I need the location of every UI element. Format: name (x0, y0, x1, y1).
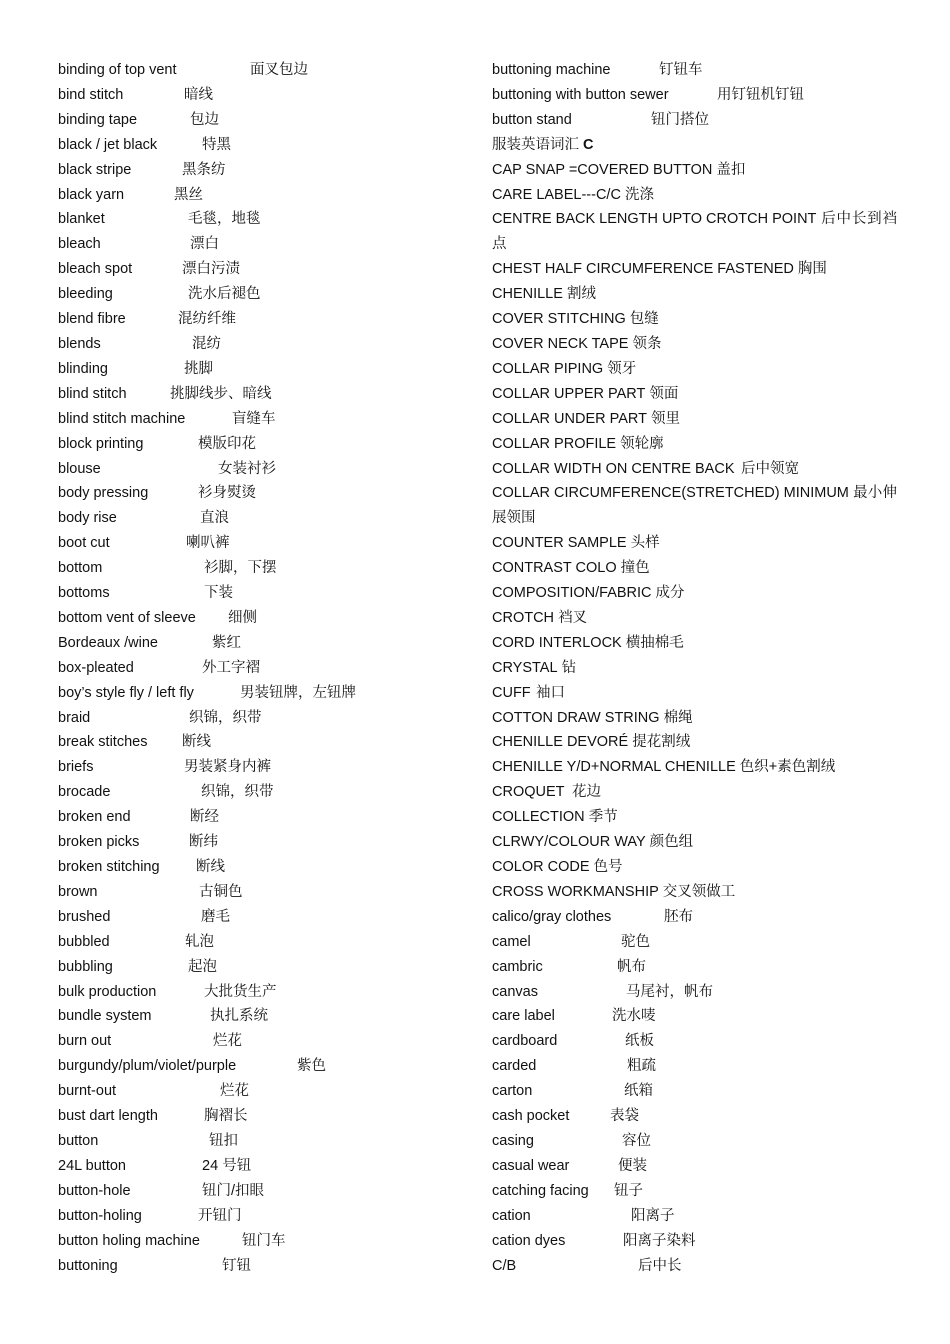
english-term: cation (492, 1207, 531, 1224)
chinese-translation: 男装紧身内裤 (184, 759, 272, 776)
glossary-entry (58, 1054, 458, 1079)
chinese-translation: 胸围 (797, 261, 827, 278)
english-term: burgundy/plum/violet/purple (58, 1058, 237, 1075)
glossary-entry (58, 855, 458, 880)
glossary-entry (492, 432, 897, 457)
english-term: care label (492, 1008, 555, 1025)
chinese-translation: 大批货生产 (204, 983, 277, 1000)
english-term: CROTCH (492, 609, 555, 626)
glossary-entry (58, 83, 458, 108)
english-term: bleeding (58, 286, 113, 303)
glossary-entry (492, 1029, 897, 1054)
glossary-entry (492, 332, 897, 357)
glossary-entry (492, 1254, 897, 1279)
english-term: black stripe (58, 161, 132, 178)
chinese-translation: 起泡 (188, 958, 218, 975)
chinese-translation: 模版印花 (198, 435, 257, 452)
chinese-translation: 钻 (561, 659, 577, 676)
english-term: cardboard (492, 1033, 558, 1050)
english-term: CARE LABEL---C/C (492, 186, 621, 203)
english-term: burnt-out (58, 1083, 117, 1100)
glossary-entry (58, 1179, 458, 1204)
english-term: calico/gray clothes (492, 908, 612, 925)
english-term: casing (492, 1132, 534, 1149)
english-term: CROSS WORKMANSHIP (492, 883, 659, 900)
chinese-translation: 最小伸展领围 (492, 485, 898, 527)
english-term: carded (492, 1058, 537, 1075)
chinese-translation: 断纬 (189, 834, 219, 851)
chinese-translation: 古铜色 (199, 883, 243, 900)
english-term: broken end (58, 809, 131, 826)
chinese-translation: 盖扣 (716, 161, 746, 178)
chinese-translation: 横抽棉毛 (625, 634, 684, 651)
glossary-entry (492, 1104, 897, 1129)
glossary-entry (58, 656, 458, 681)
english-term: button holing machine (58, 1232, 200, 1249)
english-term: buttoning (58, 1257, 118, 1274)
glossary-entry (58, 880, 458, 905)
chinese-translation: 开钮门 (198, 1207, 242, 1224)
english-term: bleach (58, 236, 101, 253)
english-term: blouse (58, 460, 101, 477)
english-term: CONTRAST COLO (492, 560, 617, 577)
glossary-entry (58, 780, 458, 805)
english-term: 24L button (58, 1157, 126, 1174)
chinese-translation: 容位 (622, 1132, 652, 1149)
glossary-entry (58, 506, 458, 531)
left-column (58, 58, 458, 1278)
english-term: COMPOSITION/FABRIC (492, 585, 652, 602)
glossary-entry (58, 755, 458, 780)
chinese-translation: 盲缝车 (232, 410, 276, 427)
english-term: camel (492, 933, 531, 950)
glossary-entry (58, 1004, 458, 1029)
chinese-translation: 马尾衬，帆布 (626, 983, 714, 1000)
english-term: blind stitch machine (58, 410, 186, 427)
glossary-entry (492, 457, 897, 482)
glossary-entry (492, 606, 897, 631)
chinese-translation: 混纺 (192, 335, 222, 352)
glossary-entry (492, 855, 897, 880)
glossary-entry (492, 257, 897, 282)
chinese-translation: 帆布 (617, 958, 647, 975)
chinese-translation: 便装 (618, 1157, 648, 1174)
glossary-entry (492, 282, 897, 307)
chinese-translation: 漂白 (190, 236, 220, 253)
english-term: button-hole (58, 1182, 131, 1199)
chinese-translation: 黑丝 (174, 186, 204, 203)
chinese-translation: 胚布 (664, 908, 694, 925)
english-term: COLLAR WIDTH ON CENTRE BACK (492, 460, 735, 477)
english-term: buttoning with button sewer (492, 86, 669, 103)
english-term: bottom (58, 560, 103, 577)
glossary-entry (58, 980, 458, 1005)
chinese-translation: 纸板 (625, 1033, 655, 1050)
glossary-entry (58, 531, 458, 556)
english-term: casual wear (492, 1157, 570, 1174)
chinese-translation: 洗水后褪色 (188, 286, 261, 303)
chinese-translation: 交叉领做工 (662, 883, 736, 900)
chinese-translation: 断经 (190, 809, 220, 826)
chinese-translation: 断线 (182, 734, 212, 751)
chinese-translation: 袖口 (536, 684, 566, 701)
english-term: buttoning machine (492, 62, 611, 78)
english-term: Bordeaux /wine (58, 634, 158, 651)
chinese-translation: 男装钮牌，左钮牌 (240, 684, 357, 701)
chinese-translation: 洗涤 (624, 186, 654, 203)
english-term: CAP SNAP =COVERED BUTTON (492, 161, 713, 178)
english-term: CHENILLE Y/D+NORMAL CHENILLE (492, 759, 736, 776)
chinese-translation: 颜色组 (649, 834, 694, 851)
english-term: broken picks (58, 834, 140, 851)
chinese-translation: 提花割绒 (632, 734, 691, 751)
chinese-translation: 执扎系统 (210, 1008, 269, 1025)
english-term: canvas (492, 983, 538, 1000)
chinese-translation: 纸箱 (624, 1083, 654, 1100)
chinese-translation: 紫红 (212, 634, 242, 651)
english-term: blinding (58, 360, 108, 377)
glossary-entry (58, 457, 458, 482)
chinese-translation: 头样 (630, 535, 660, 552)
glossary-entry (58, 631, 458, 656)
english-term: body pressing (58, 485, 149, 502)
chinese-translation: 洗水唛 (612, 1008, 656, 1025)
glossary-entry (58, 282, 458, 307)
glossary-entry (58, 232, 458, 257)
english-term: CLRWY/COLOUR WAY (492, 834, 646, 851)
english-term: bleach spot (58, 261, 133, 278)
glossary-entry (492, 980, 897, 1005)
chinese-translation: 烂花 (213, 1033, 243, 1050)
english-term: black / jet black (58, 136, 158, 153)
chinese-translation: 裆叉 (558, 609, 588, 626)
chinese-translation: 黑条纺 (182, 161, 226, 178)
english-term: COLLAR UNDER PART (492, 410, 647, 427)
english-term: COTTON DRAW STRING (492, 709, 660, 726)
english-term: bundle system (58, 1008, 152, 1025)
glossary-entry (492, 1004, 897, 1029)
glossary-entry (58, 481, 458, 506)
chinese-translation: 领面 (649, 385, 679, 402)
english-term: break stitches (58, 734, 148, 751)
chinese-translation: 挑脚 (184, 360, 214, 377)
chinese-translation: 特黑 (202, 136, 232, 153)
glossary-entry (492, 880, 897, 905)
glossary-entry (492, 58, 897, 83)
english-term: bulk production (58, 983, 157, 1000)
english-term: CHENILLE (492, 286, 563, 303)
glossary-entry (492, 1204, 897, 1229)
glossary-entry (492, 1229, 897, 1254)
chinese-translation: 包边 (190, 111, 220, 128)
glossary-entry (58, 606, 458, 631)
glossary-entry (492, 1179, 897, 1204)
chinese-translation: 领里 (651, 410, 680, 427)
english-term: cash pocket (492, 1108, 570, 1125)
english-term: 服装英语词汇 (492, 136, 579, 153)
glossary-entry (58, 1254, 458, 1279)
glossary-entry (492, 1079, 897, 1104)
glossary-entry (492, 681, 897, 706)
glossary-entry (492, 1054, 897, 1079)
glossary-entry (58, 133, 458, 158)
english-term: braid (58, 709, 91, 726)
english-term: CUFF (492, 684, 531, 701)
glossary-entry (492, 656, 897, 681)
english-term: blend fibre (58, 311, 126, 328)
glossary-entry (58, 332, 458, 357)
chinese-translation: 阳离子 (631, 1207, 675, 1224)
chinese-translation: 胸褶长 (204, 1108, 248, 1125)
glossary-entry (492, 207, 897, 257)
english-term: button-holing (58, 1207, 142, 1224)
english-term: CROQUET (492, 784, 565, 801)
english-term: black yarn (58, 186, 125, 203)
glossary-entry (492, 830, 897, 855)
chinese-translation: 24 号钮 (202, 1157, 252, 1174)
english-term: COUNTER SAMPLE (492, 535, 627, 552)
glossary-entry (492, 631, 897, 656)
glossary-entry (58, 58, 458, 83)
chinese-translation: 断线 (196, 859, 226, 875)
chinese-translation: 混纺纤维 (178, 311, 237, 328)
chinese-translation: 女装衬衫 (218, 460, 277, 477)
glossary-entry (58, 905, 458, 930)
english-term: blends (58, 335, 101, 352)
chinese-translation: 包缝 (629, 311, 659, 328)
glossary-entry (58, 1154, 458, 1179)
chinese-translation: 色织+素色割绒 (739, 759, 836, 776)
english-term: cation dyes (492, 1232, 566, 1249)
chinese-translation: 钉钮车 (659, 62, 703, 78)
chinese-translation: 钮子 (614, 1182, 644, 1199)
chinese-translation: 色号 (593, 859, 623, 875)
chinese-translation: 衫脚，下摆 (204, 560, 277, 577)
glossary-entry (492, 1154, 897, 1179)
chinese-translation: 驼色 (621, 933, 651, 950)
chinese-translation: 后中长 (638, 1257, 682, 1274)
chinese-translation: 烂花 (220, 1083, 250, 1100)
english-term: blind stitch (58, 385, 127, 402)
chinese-translation: 花边 (572, 784, 602, 801)
glossary-entry (58, 955, 458, 980)
glossary-entry (58, 1229, 458, 1254)
english-term: bottom vent of sleeve (58, 609, 196, 626)
glossary-entry (58, 207, 458, 232)
chinese-translation: 成分 (655, 585, 685, 602)
glossary-entry (58, 183, 458, 208)
english-term: cambric (492, 958, 543, 975)
english-term: broken stitching (58, 859, 160, 875)
glossary-entry (58, 1104, 458, 1129)
chinese-translation: 直浪 (200, 510, 230, 527)
english-term: COLLECTION (492, 809, 585, 826)
chinese-translation: 织锦，织带 (189, 709, 262, 726)
glossary-entry (492, 905, 897, 930)
english-term: C/B (492, 1257, 517, 1274)
chinese-translation: 面叉包边 (250, 62, 309, 78)
glossary-entry (492, 407, 897, 432)
chinese-translation: 下装 (204, 585, 234, 602)
chinese-translation: 后中长到裆点 (492, 211, 897, 253)
glossary-entry (58, 681, 458, 706)
english-term: briefs (58, 759, 94, 776)
english-term: brushed (58, 908, 111, 925)
glossary-entry (58, 257, 458, 282)
english-term: brown (58, 883, 98, 900)
glossary-entry (492, 531, 897, 556)
chinese-translation: 暗线 (184, 86, 214, 103)
chinese-translation: 轧泡 (185, 933, 215, 950)
glossary-entry (492, 706, 897, 731)
glossary-entry (58, 382, 458, 407)
english-term: CHENILLE DEVORÉ (492, 734, 629, 751)
chinese-translation: 领牙 (607, 360, 637, 377)
chinese-translation: 紫色 (297, 1058, 327, 1075)
english-term: brocade (58, 784, 111, 801)
glossary-entry (58, 581, 458, 606)
glossary-entry (58, 1204, 458, 1229)
glossary-entry (58, 730, 458, 755)
glossary-entry (58, 1079, 458, 1104)
glossary-entry (492, 158, 897, 183)
glossary-entry (58, 830, 458, 855)
glossary-entry (492, 930, 897, 955)
glossary-entry (58, 158, 458, 183)
glossary-entry (58, 307, 458, 332)
english-term: COLLAR CIRCUMFERENCE(STRETCHED) MINIMUM (492, 485, 849, 502)
glossary-entry (58, 706, 458, 731)
english-term: bind stitch (58, 86, 124, 103)
english-term: CHEST HALF CIRCUMFERENCE FASTENED (492, 261, 794, 278)
english-term: button (58, 1132, 99, 1149)
chinese-translation: 领轮廓 (620, 435, 664, 452)
chinese-translation: 撞色 (620, 560, 650, 577)
english-term: bubbling (58, 958, 113, 975)
english-term: COLLAR PIPING (492, 360, 604, 377)
glossary-entry (58, 1129, 458, 1154)
glossary-entry (492, 755, 897, 780)
english-term: bust dart length (58, 1108, 158, 1125)
glossary-entry (58, 805, 458, 830)
glossary-entry (58, 1029, 458, 1054)
glossary-entry (492, 307, 897, 332)
chinese-translation: C (583, 136, 594, 153)
glossary-entry (492, 133, 897, 158)
chinese-translation: 粗疏 (627, 1058, 657, 1075)
chinese-translation: 棉绳 (663, 709, 693, 726)
glossary-entry (492, 108, 897, 133)
english-term: COLLAR PROFILE (492, 435, 617, 452)
english-term: boot cut (58, 535, 110, 552)
chinese-translation: 喇叭裤 (186, 535, 230, 552)
english-term: carton (492, 1083, 533, 1100)
right-column (492, 58, 897, 1278)
chinese-translation: 衫身熨烫 (198, 485, 257, 502)
chinese-translation: 阳离子染料 (623, 1232, 696, 1249)
glossary-entry (492, 955, 897, 980)
english-term: CRYSTAL (492, 659, 558, 676)
chinese-translation: 钮门车 (242, 1232, 286, 1249)
glossary-entry (58, 930, 458, 955)
glossary-entry (492, 805, 897, 830)
english-term: COVER NECK TAPE (492, 335, 629, 352)
english-term: CENTRE BACK LENGTH UPTO CROTCH POINT (492, 211, 817, 228)
chinese-translation: 钮扣 (209, 1132, 239, 1149)
english-term: bottoms (58, 585, 110, 602)
glossary-entry (492, 780, 897, 805)
english-term: block printing (58, 435, 144, 452)
chinese-translation: 用钉钮机钉钮 (717, 86, 805, 103)
english-term: COLOR CODE (492, 859, 590, 875)
english-term: catching facing (492, 1182, 589, 1199)
english-term: boy’s style fly / left fly (58, 684, 194, 701)
english-term: bubbled (58, 933, 110, 950)
chinese-translation: 细侧 (228, 609, 258, 626)
chinese-translation: 钉钮 (222, 1257, 252, 1274)
chinese-translation: 季节 (588, 809, 618, 826)
glossary-entry (492, 481, 897, 531)
english-term: blanket (58, 211, 105, 228)
english-term: button stand (492, 111, 572, 128)
glossary-entry (58, 556, 458, 581)
glossary-entry (492, 556, 897, 581)
glossary-entry (492, 382, 897, 407)
english-term: binding of top vent (58, 62, 177, 78)
chinese-translation: 割绒 (566, 286, 596, 303)
chinese-translation: 表袋 (610, 1108, 640, 1125)
glossary-entry (492, 183, 897, 208)
glossary-entry (492, 581, 897, 606)
chinese-translation: 织锦，织带 (201, 784, 274, 801)
glossary-entry (58, 432, 458, 457)
chinese-translation: 磨毛 (201, 908, 231, 925)
glossary-entry (492, 730, 897, 755)
chinese-translation: 钮门搭位 (651, 111, 710, 128)
chinese-translation: 后中领宽 (741, 460, 800, 477)
chinese-translation: 领条 (632, 335, 662, 352)
chinese-translation: 外工字褶 (202, 659, 261, 676)
chinese-translation: 漂白污渍 (182, 261, 241, 278)
english-term: binding tape (58, 111, 138, 128)
chinese-translation: 钮门/扣眼 (202, 1182, 265, 1199)
english-term: burn out (58, 1033, 112, 1050)
english-term: COVER STITCHING (492, 311, 626, 328)
glossary-entry (492, 83, 897, 108)
english-term: body rise (58, 510, 117, 527)
glossary-entry (58, 108, 458, 133)
glossary-entry (58, 407, 458, 432)
chinese-translation: 挑脚线步、暗线 (170, 385, 272, 402)
english-term: CORD INTERLOCK (492, 634, 622, 651)
english-term: box-pleated (58, 659, 134, 676)
glossary-entry (492, 357, 897, 382)
english-term: COLLAR UPPER PART (492, 385, 646, 402)
chinese-translation: 毛毯，地毯 (188, 211, 261, 228)
glossary-entry (492, 1129, 897, 1154)
glossary-entry (58, 357, 458, 382)
